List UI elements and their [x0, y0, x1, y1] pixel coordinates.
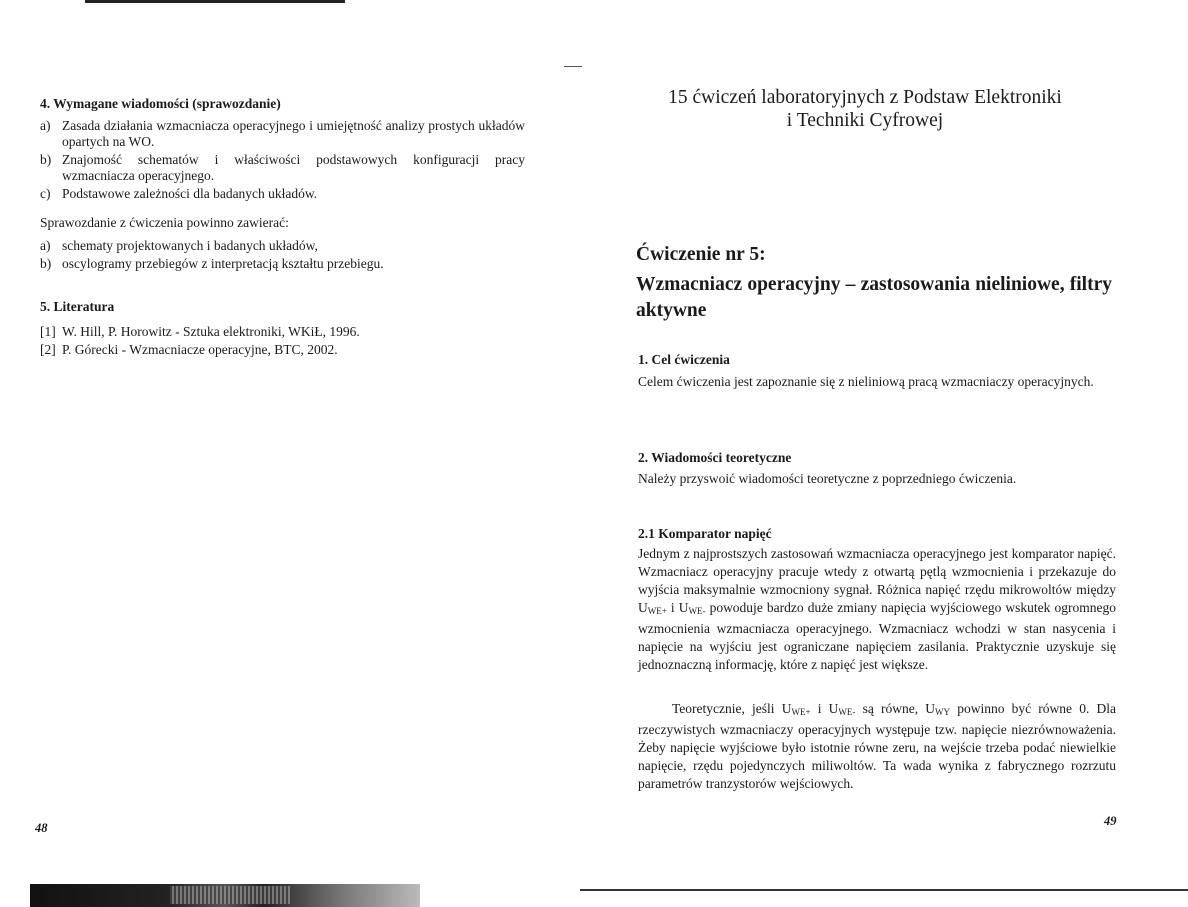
literature-marker: [1] — [40, 324, 56, 339]
section1-text: Celem ćwiczenia jest zapoznanie się z nieliniową pracą wzmacniaczy operacyjnych. — [638, 374, 1094, 389]
list-item — [40, 238, 525, 254]
subscript: WY — [935, 707, 951, 717]
page-number-right: 49 — [1104, 814, 1117, 828]
literature-item — [40, 342, 525, 358]
exercise-number: Ćwiczenie nr 5: — [636, 244, 766, 265]
page-number-left: 48 — [35, 821, 48, 835]
literature-text: P. Górecki - Wzmacniacze operacyjne, BTC, 2002. — [62, 342, 338, 357]
book-title-line1: 15 ćwiczeń laboratoryjnych z Podstaw Elektroniki — [668, 87, 1062, 108]
report-list — [40, 238, 525, 274]
list-text: Zasada działania wzmacniacza operacyjnego i umiejętność analizy prostych układów opartych na WO. — [62, 118, 525, 149]
report-intro: Sprawozdanie z ćwiczenia powinno zawierać: — [40, 215, 289, 230]
list-marker: c) — [40, 186, 51, 201]
para-text: i U — [666, 600, 689, 615]
para-text: powoduje bardzo duże zmiany napięcia wyjściowego wskutek ogromnego wzmocnienia wzmacniacza operacyjnego. Wzmacniacz wchodzi w stan nasycenia i napięcie na wyjściu jest ograniczane napięciem zasilania. Praktycznie uzyskuje się jednoznaczną informację, które z napięć jest większe. — [638, 600, 1116, 672]
subscript: WE+ — [791, 707, 811, 717]
literature-item — [40, 324, 525, 340]
para-text: powinno być równe 0. Dla rzeczywistych wzmacniaczy operacyjnych występuje tzw. napięcie niezrównoważenia. Żeby napięcie wyjściowe było istotnie równe zeru, na wejście trzeba podać niewielkie napięcie, rzędu pojedynczych miliwoltów. Ta wada wynika z fabrycznego rozrzutu parametrów tranzystorów wejściowych. — [638, 701, 1116, 791]
subscript: WE- — [688, 606, 706, 616]
list-marker: b) — [40, 256, 52, 271]
subscript: WE- — [838, 707, 856, 717]
book-title-line2: i Techniki Cyfrowej — [786, 110, 944, 131]
section2-text: Należy przyswoić wiadomości teoretyczne z poprzedniego ćwiczenia. — [638, 471, 1017, 486]
literature-list — [40, 324, 525, 360]
list-text: Znajomość schematów i właściwości podstawowych konfiguracji pracy wzmacniacza operacyjnego. — [62, 152, 525, 183]
book-title — [640, 86, 1090, 132]
section1-title: 1. Cel ćwiczenia — [638, 352, 730, 367]
list-item — [40, 256, 525, 272]
section4-list — [40, 118, 525, 204]
para-text: Jednym z najprostszych zastosowań wzmacniacza operacyjnego jest komparator napięć. Wzmacniacz operacyjny pracuje wtedy z otwartą pętlą wzmocnienia i przekazuje do wyjścia maksymalnie wzmocniony sygnał. Różnica napięć rzędu mikrowoltów między U — [638, 546, 1116, 615]
literature-text: W. Hill, P. Horowitz - Sztuka elektroniki, WKiŁ, 1996. — [62, 324, 360, 339]
section4-title: 4. Wymagane wiadomości (sprawozdanie) — [40, 96, 281, 111]
list-text: oscylogramy przebiegów z interpretacją kształtu przebiegu. — [62, 256, 384, 271]
section2-title: 2. Wiadomości teoretyczne — [638, 450, 792, 465]
para-text: Teoretycznie, jeśli U — [672, 701, 792, 716]
list-marker: b) — [40, 152, 52, 167]
list-text: Podstawowe zależności dla badanych układów. — [62, 186, 318, 201]
section21-title: 2.1 Komparator napięć — [638, 526, 772, 541]
para-text: i U — [810, 701, 839, 716]
list-text: schematy projektowanych i badanych układów, — [62, 238, 318, 253]
list-marker: a) — [40, 238, 51, 253]
comparator-paragraph-1 — [638, 545, 1116, 674]
list-marker: a) — [40, 118, 51, 133]
list-item — [40, 152, 525, 184]
list-item — [40, 186, 525, 202]
section5-title: 5. Literatura — [40, 299, 115, 314]
subscript: WE+ — [647, 606, 667, 616]
list-item — [40, 118, 525, 150]
exercise-title: Wzmacniacz operacyjny – zastosowania nieliniowe, filtry aktywne — [636, 274, 1112, 321]
comparator-paragraph-2 — [638, 700, 1116, 793]
literature-marker: [2] — [40, 342, 56, 357]
para-text: są równe, U — [855, 701, 936, 716]
